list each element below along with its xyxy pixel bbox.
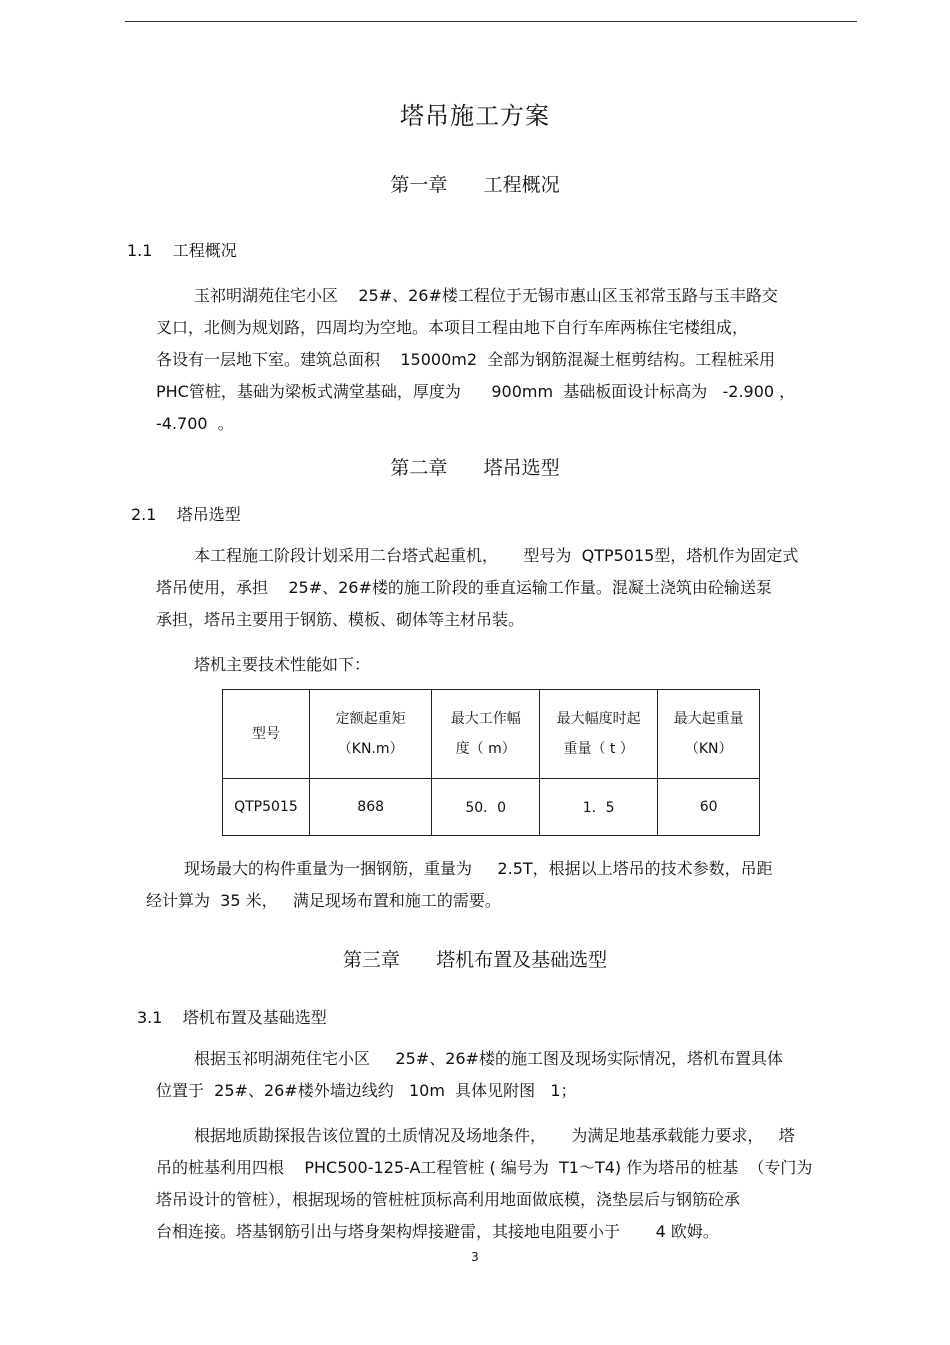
paragraph-line: 各设有一层地下室。建筑总面积 15000m2 全部为钢筋混凝土框剪结构。工程桩采用 xyxy=(156,350,776,369)
table-header-row xyxy=(223,690,760,779)
paragraph-line: PHC管桩，基础为梁板式满堂基础，厚度为 900mm 基础板面设计标高为 -2.900 ， xyxy=(156,382,796,401)
paragraph-line: 位置于 25#、26#楼外墙边线约 10m 具体见附图 1； xyxy=(156,1081,577,1100)
paragraph-line: 叉口，北侧为规划路，四周均为空地。本项目工程由地下自行车库两栋住宅楼组成， xyxy=(156,318,749,337)
chapter-3-heading: 第三章 塔机布置及基础选型 xyxy=(342,949,608,971)
paragraph-line: 现场最大的构件重量为一捆钢筋，重量为 2.5T，根据以上塔吊的技术参数，吊距 xyxy=(184,859,773,878)
paragraph-line: 塔吊使用，承担 25#、26#楼的施工阶段的垂直运输工作量。混凝土浇筑由砼输送泵 xyxy=(156,578,772,597)
crane-spec-table xyxy=(222,689,760,836)
header-text: 最大工作幅 xyxy=(450,711,521,727)
section-3-1-heading: 3.1 塔机布置及基础选型 xyxy=(137,1008,327,1027)
header-text: 最大起重量 xyxy=(673,711,744,727)
paragraph-line: 根据玉祁明湖苑住宅小区 25#、26#楼的施工图及现场实际情况，塔机布置具体 xyxy=(194,1049,783,1068)
section-1-1-heading: 1.1 工程概况 xyxy=(127,241,237,260)
header-cell-load-at-max-radius xyxy=(539,690,657,779)
header-text: 度（ m） xyxy=(455,741,516,757)
paragraph-line: 经计算为 35 米， 满足现场布置和施工的需要。 xyxy=(146,891,501,910)
chapter-1-heading: 第一章 工程概况 xyxy=(390,174,560,196)
document-title: 塔吊施工方案 xyxy=(400,102,550,130)
paragraph-line: 根据地质勘探报告该位置的土质情况及场地条件， 为满足地基承载能力要求， 塔 xyxy=(194,1126,795,1145)
section-2-1-heading: 2.1 塔吊选型 xyxy=(131,505,241,524)
header-text: 重量（ t ） xyxy=(563,741,634,757)
paragraph-line: 吊的桩基利用四根 PHC500-125-A工程管桩 ( 编号为 T1～T4) 作为塔吊的桩基 （专门为 xyxy=(156,1158,813,1177)
header-cell-max-radius xyxy=(432,690,540,779)
header-cell-max-load xyxy=(658,690,760,779)
header-text: 定额起重矩 xyxy=(335,711,406,727)
header-text: （KN.m） xyxy=(337,741,404,757)
cell-load-at-max-radius: 1．5 xyxy=(539,779,657,836)
header-text: 型号 xyxy=(251,726,280,742)
table-row xyxy=(223,779,760,836)
header-text: 最大幅度时起 xyxy=(556,711,641,727)
table-intro-text: 塔机主要技术性能如下： xyxy=(194,655,371,674)
page-number: 3 xyxy=(471,1250,479,1264)
header-rule xyxy=(125,21,857,22)
cell-max-radius: 50．0 xyxy=(432,779,540,836)
cell-rated-moment: 868 xyxy=(309,779,432,836)
cell-model: QTP5015 xyxy=(223,779,310,836)
chapter-2-heading: 第二章 塔吊选型 xyxy=(390,457,560,479)
paragraph-line: -4.700 。 xyxy=(156,414,234,433)
paragraph-line: 塔吊设计的管桩），根据现场的管桩桩顶标高利用地面做底模，浇垫层后与钢筋砼承 xyxy=(156,1190,741,1209)
paragraph-line: 玉祁明湖苑住宅小区 25#、26#楼工程位于无锡市惠山区玉祁常玉路与玉丰路交 xyxy=(194,286,778,305)
paragraph-line: 承担，塔吊主要用于钢筋、模板、砌体等主材吊装。 xyxy=(156,610,525,629)
cell-max-load: 60 xyxy=(658,779,760,836)
header-cell-model xyxy=(223,690,310,779)
paragraph-line: 本工程施工阶段计划采用二台塔式起重机， 型号为 QTP5015型，塔机作为固定式 xyxy=(194,546,799,565)
paragraph-line: 台相连接。塔基钢筋引出与塔身架构焊接避雷，其接地电阻要小于 4 欧姆。 xyxy=(156,1222,719,1241)
header-text: （KN） xyxy=(684,741,733,757)
header-cell-rated-moment xyxy=(309,690,432,779)
